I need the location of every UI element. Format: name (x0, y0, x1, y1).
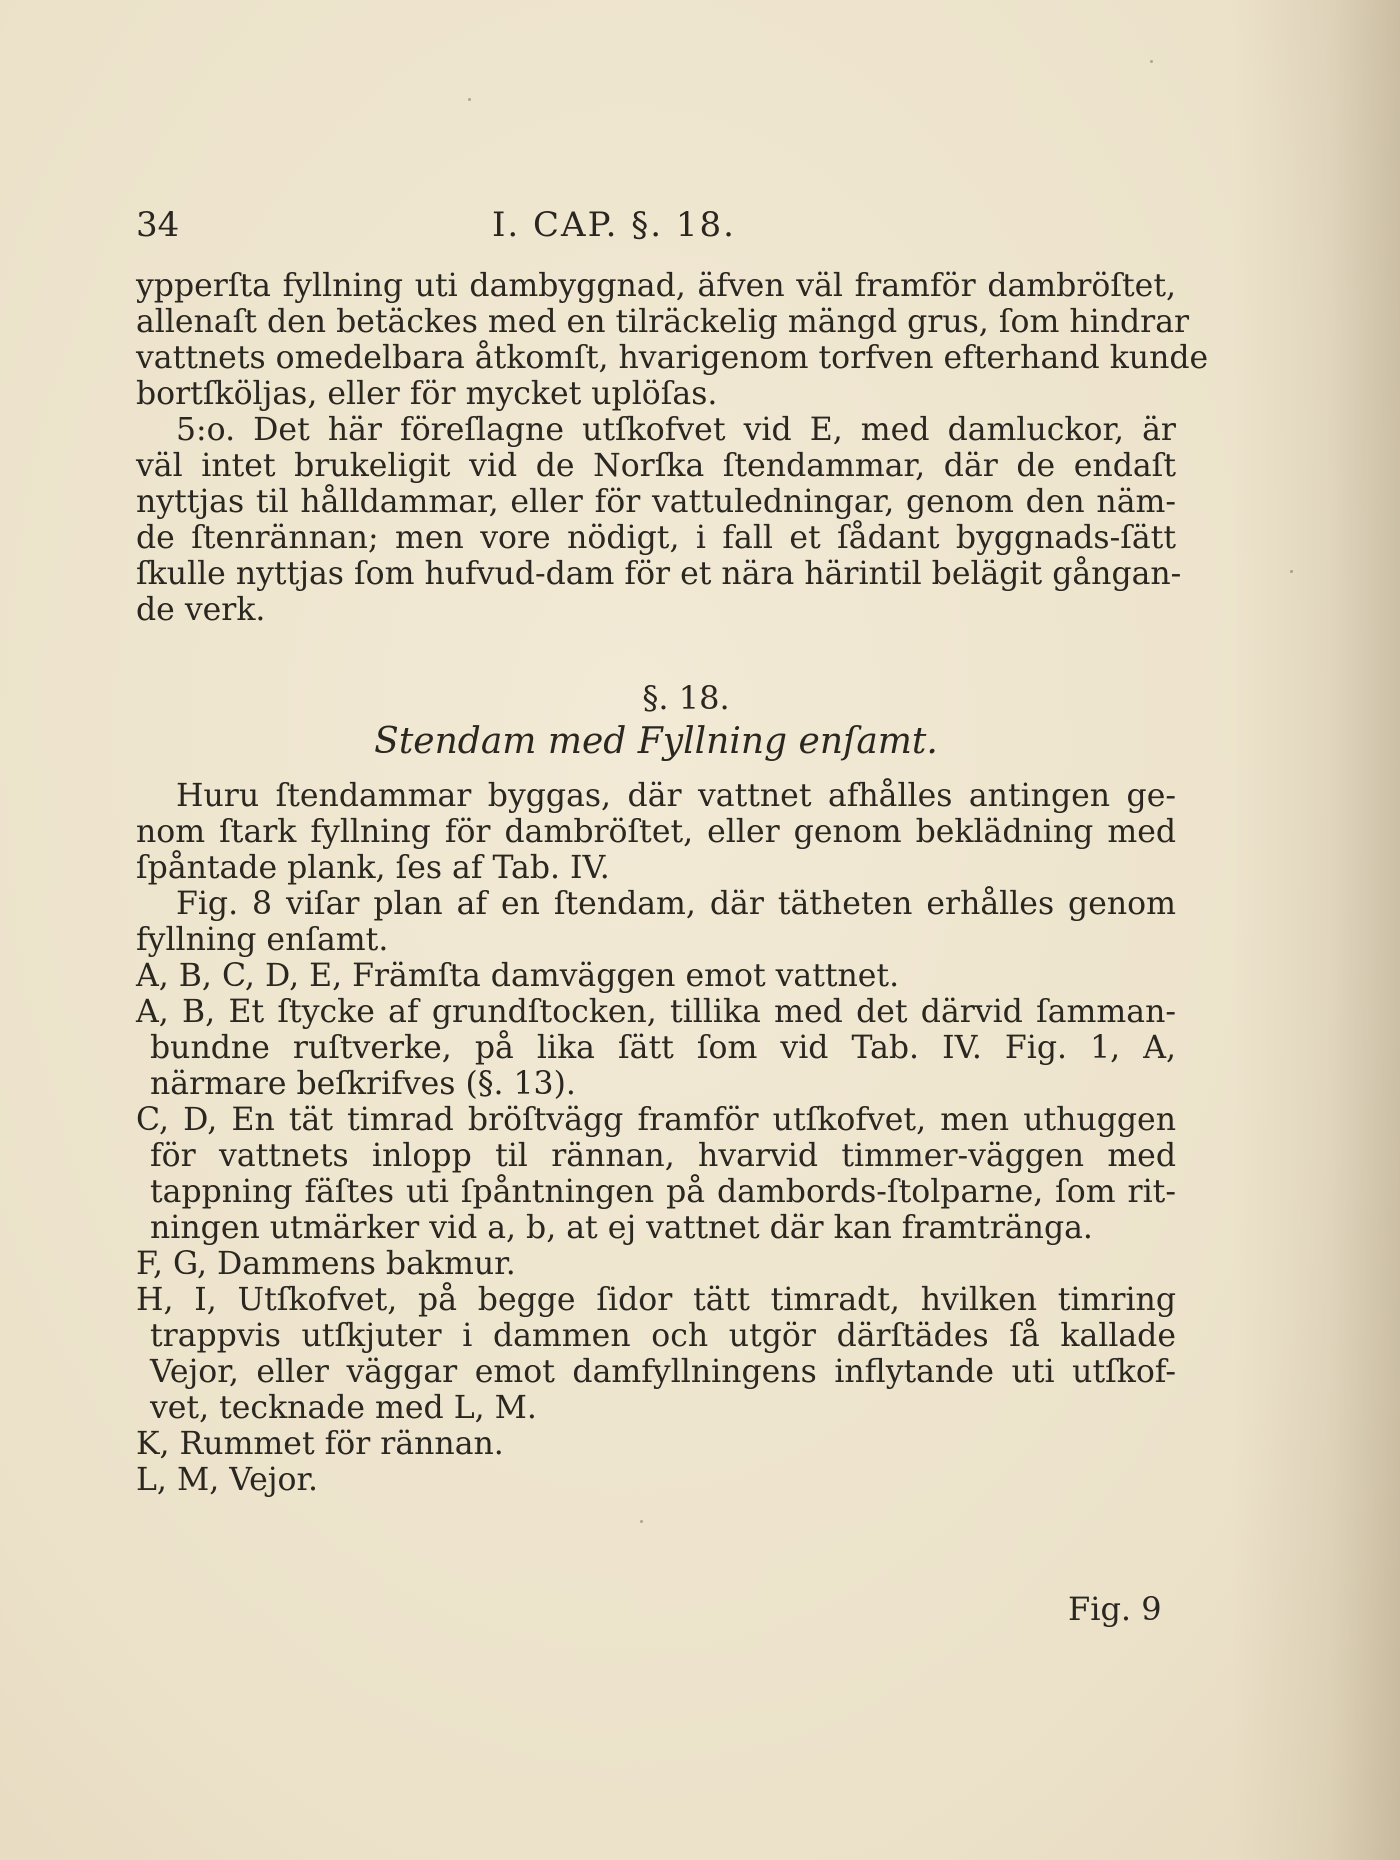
text-line: väl intet brukeligit vid de Norſka ſtendammar, där de endaſt (136, 448, 1176, 484)
paper-speck (640, 1520, 643, 1523)
legend-line: F, G, Dammens bakmur. (136, 1246, 516, 1282)
paper-speck (468, 98, 471, 101)
legend-entry (136, 1246, 1176, 1282)
paragraph-3 (136, 778, 1176, 886)
legend-entry (136, 1102, 1176, 1246)
legend-line: C, D, En tät timrad bröſtvägg framför utſkofvet, men uthuggen (136, 1102, 1176, 1138)
page-header (136, 205, 1156, 245)
text-line: ypperſta fyllning uti dambyggnad, äfven väl framför dambröſtet, (136, 268, 1176, 304)
text-line: 5:o. Det här föreſlagne utſkofvet vid E, med damluckor, är (176, 412, 1176, 448)
legend-line: A, B, C, D, E, Främſta damväggen emot vattnet. (136, 958, 900, 994)
text-line: ſkulle nyttjas ſom hufvud-dam för et nära härintil belägit gångan- (136, 556, 1182, 592)
legend-line: A, B, Et ſtycke af grundſtocken, tillika med det därvid ſamman- (136, 994, 1176, 1030)
legend-line: ningen utmärker vid a, b, at ej vattnet där kan framtränga. (150, 1210, 1093, 1246)
paper-speck (1290, 570, 1293, 573)
legend-line: tappning fäſtes uti ſpåntningen på dambords-ſtolparne, ſom rit- (150, 1174, 1176, 1210)
section-title: Stendam med Fyllning enſamt. (374, 721, 938, 762)
legend-line: vet, tecknade med L, M. (150, 1390, 537, 1426)
legend-entry (136, 994, 1176, 1102)
legend-line: för vattnets inlopp til rännan, hvarvid timmer-väggen med (150, 1138, 1176, 1174)
legend-entry (136, 1282, 1176, 1426)
text-line: allenaſt den betäckes med en tilräckelig mängd grus, ſom hindrar (136, 304, 1190, 340)
page-number: 34 (136, 205, 180, 245)
running-head: I. CAP. §. 18. (492, 205, 736, 245)
catchword: Fig. 9 (1068, 1590, 1162, 1628)
legend-line: trappvis utſkjuter i dammen och utgör därſtädes ſå kallade (150, 1318, 1176, 1354)
text-line: vattnets omedelbara åtkomſt, hvarigenom torfven efterhand kunde (136, 340, 1209, 376)
section-number: §. 18. (642, 679, 730, 717)
text-line: ſpåntade plank, ſes af Tab. IV. (136, 850, 610, 886)
text-line: Fig. 8 viſar plan af en ſtendam, där tätheten erhålles genom (176, 886, 1176, 922)
paper-speck (1150, 60, 1153, 63)
text-line: nyttjas til hålldammar, eller för vattuledningar, genom den näm- (136, 484, 1176, 520)
legend-line: bundne ruſtverke, på lika ſätt ſom vid Tab. IV. Fig. 1, A, (150, 1030, 1176, 1066)
text-line: fyllning enſamt. (136, 922, 389, 958)
text-line: nom ſtark fyllning för dambröſtet, eller genom beklädning med (136, 814, 1176, 850)
text-line: de verk. (136, 592, 266, 628)
text-line: bortſköljas, eller för mycket uplöſas. (136, 376, 718, 412)
paragraph-2 (136, 412, 1182, 628)
legend-line: Vejor, eller väggar emot damfyllningens inflytande uti utſkof- (150, 1354, 1176, 1390)
text-line: Huru ſtendammar byggas, där vattnet afhålles antingen ge- (176, 778, 1176, 814)
figure-legend (136, 958, 1176, 1498)
body-text (136, 268, 1209, 1498)
legend-line: L, M, Vejor. (136, 1462, 319, 1498)
legend-line: närmare beſkrifves (§. 13). (150, 1066, 576, 1102)
legend-entry (136, 958, 1176, 994)
legend-line: H, I, Utſkofvet, på begge ſidor tätt timradt, hvilken timring (136, 1282, 1176, 1318)
paragraph-4 (136, 886, 1176, 958)
text-line: de ſtenrännan; men vore nödigt, i fall et ſådant byggnads-ſätt (136, 520, 1176, 556)
legend-entry (136, 1462, 1176, 1498)
legend-line: K, Rummet för rännan. (136, 1426, 504, 1462)
legend-entry (136, 1426, 1176, 1462)
paragraph-1 (136, 268, 1209, 412)
